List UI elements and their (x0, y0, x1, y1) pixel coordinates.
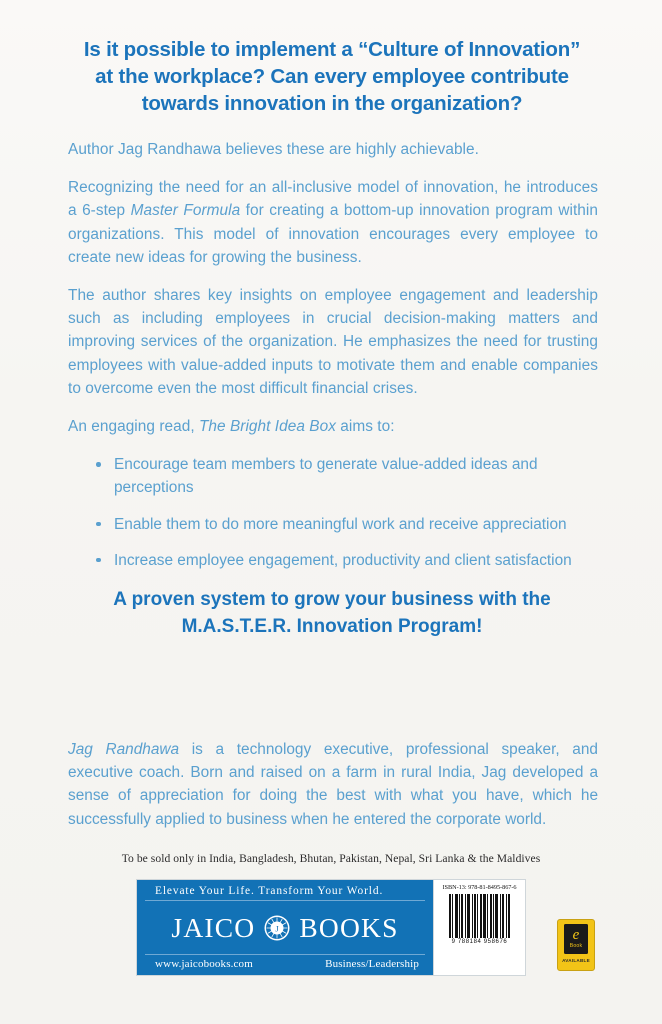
publisher-tagline: Elevate Your Life. Transform Your World. (155, 885, 384, 897)
ebook-available-label: AVAILABLE (562, 958, 590, 963)
list-item-label: Encourage team members to generate value-added ideas and perceptions (114, 456, 538, 497)
bullet-dot-icon (96, 462, 101, 467)
paragraph-master-formula-part1: Recognizing the need for an all-inclusive model of innovation, he introduces a 6-step (68, 179, 598, 220)
body-copy (68, 138, 598, 585)
author-bio (68, 738, 598, 831)
aims-lead-in-part2: aims to: (335, 418, 395, 436)
svg-text:J: J (275, 923, 279, 934)
headline-line-2: at the workplace? Can every employee contribute (95, 65, 569, 88)
list-item-label: Enable them to do more meaningful work and receive appreciation (114, 515, 567, 533)
list-item (68, 513, 598, 536)
isbn-label: ISBN-13: 978-81-8495-867-6 (442, 884, 517, 891)
ebook-letter: e (572, 927, 580, 943)
jaico-sunburst-icon (264, 915, 290, 941)
publisher-meta-row (137, 955, 433, 975)
book-category: Business/Leadership (325, 958, 419, 970)
barcode-bars-graphic (449, 894, 510, 938)
barcode-digits: 9 788184 958676 (451, 939, 508, 945)
aims-lead-in-part1: An engaging read, (68, 418, 199, 436)
publisher-name-left: JAICO (171, 912, 256, 944)
author-name: Jag Randhawa (68, 741, 180, 758)
promo-tagline (62, 586, 602, 640)
publisher-website[interactable]: www.jaicobooks.com (155, 958, 253, 970)
ebook-book-label: Book (569, 943, 583, 949)
list-item (68, 453, 598, 499)
paragraph-master-formula (68, 176, 598, 269)
publisher-name-right: BOOKS (299, 912, 399, 944)
tagline-line-1: A proven system to grow your business with the (113, 589, 551, 610)
bullet-dot-icon (96, 522, 101, 527)
headline-line-1: Is it possible to implement a “Culture of Innovation” (83, 38, 581, 61)
author-bio-text: is a technology executive, professional speaker, and executive coach. Born and raised on a farm in rural India, Jag developed a sense of appreciation for doing the best with what you have, which he successfully applied to business when he entered the corporate world. (68, 741, 598, 828)
page-headline (62, 36, 602, 117)
tagline-line-2: M.A.S.T.E.R. Innovation Program! (181, 616, 483, 637)
aims-bullet-list (68, 453, 598, 572)
list-item-label: Increase employee engagement, productivity and client satisfaction (114, 551, 572, 569)
publisher-footer (136, 879, 526, 976)
headline-line-3: towards innovation in the organization? (141, 92, 523, 115)
paragraph-master-formula-part2: for creating a bottom-up innovation program within organizations. This model of innovation encourages every employee to create new ideas for growing the business. (68, 202, 598, 266)
paragraph-insights: The author shares key insights on employee engagement and leadership such as including employees in crucial decision-making matters and improving services of the organization. He emphasizes the need for trusting employees with value-added inputs to motivate them and enable companies to overcome even the most difficult financial crises. (68, 287, 598, 397)
bullet-dot-icon (96, 558, 101, 563)
ebook-book-icon (564, 924, 588, 954)
territory-restriction-note: To be sold only in India, Bangladesh, Bhutan, Pakistan, Nepal, Sri Lanka & the Maldives (121, 852, 541, 865)
list-item (68, 549, 598, 572)
paragraph-aims-lead-in (68, 415, 598, 438)
publisher-logo-box (137, 880, 433, 975)
isbn-barcode-panel (433, 880, 525, 975)
publisher-name-row (137, 901, 433, 954)
book-title: The Bright Idea Box (198, 418, 336, 436)
paragraph-intro: Author Jag Randhawa believes these are highly achievable. (68, 141, 479, 158)
ebook-available-badge (557, 919, 595, 971)
master-formula-title: Master Formula (130, 202, 241, 220)
